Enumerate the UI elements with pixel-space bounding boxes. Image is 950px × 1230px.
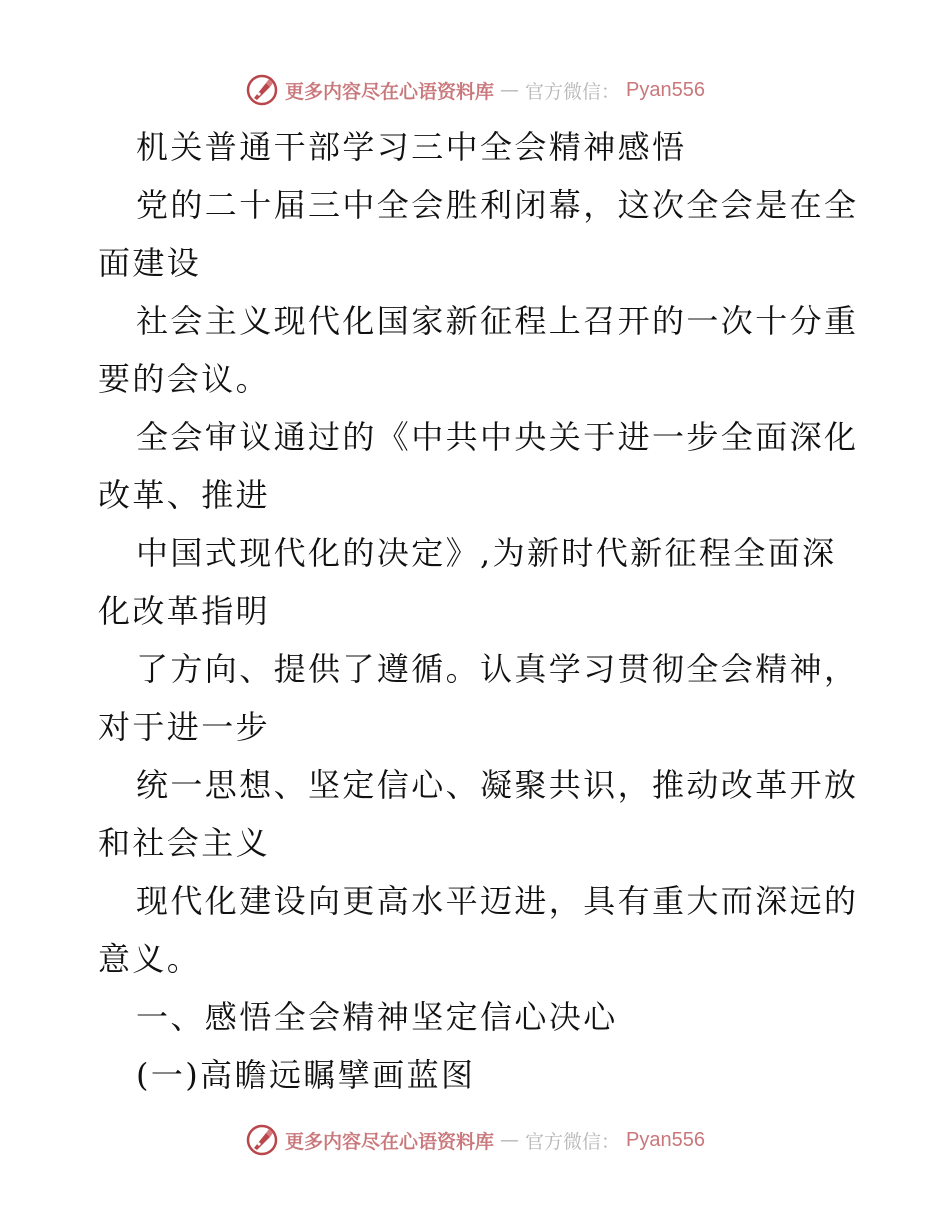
paragraph-line: 全会审议通过的《中共中央关于进一步全面深化 [136, 418, 859, 456]
watermark-separator: — [500, 1129, 520, 1151]
pen-nib-logo-icon [245, 1123, 279, 1157]
paragraph-line: 党的二十届三中全会胜利闭幕，这次全会是在全 [136, 186, 859, 224]
paragraph-line: 面建设 [98, 244, 202, 282]
document-body [98, 118, 858, 1104]
subsection-heading: (一)高瞻远瞩擘画蓝图 [136, 1056, 476, 1094]
paragraph-line: 化改革指明 [98, 592, 271, 630]
watermark-brand-text: 更多内容尽在心语资料库 [285, 1130, 495, 1153]
watermark-contact-label: 官方微信： [525, 80, 621, 103]
watermark-separator: — [500, 79, 520, 101]
document-title: 机关普通干部学习三中全会精神感悟 [136, 128, 687, 166]
watermark-contact-id: Pyan556 [626, 78, 705, 101]
paragraph-line: 了方向、提供了遵循。认真学习贯彻全会精神， [136, 650, 859, 688]
footer-watermark [0, 1120, 950, 1160]
watermark-contact-id: Pyan556 [626, 1128, 705, 1151]
paragraph-line: 意义。 [98, 940, 202, 978]
watermark-brand-text: 更多内容尽在心语资料库 [285, 80, 495, 103]
paragraph-line: 现代化建设向更高水平迈进，具有重大而深远的 [136, 882, 859, 920]
paragraph-line: 和社会主义 [98, 824, 271, 862]
pen-nib-logo-icon [245, 73, 279, 107]
paragraph-line: 对于进一步 [98, 708, 271, 746]
header-watermark [0, 70, 950, 110]
paragraph-line: 要的会议。 [98, 360, 271, 398]
watermark-contact-label: 官方微信： [525, 1130, 621, 1153]
paragraph-line: 改革、推进 [98, 476, 271, 514]
paragraph-line: 社会主义现代化国家新征程上召开的一次十分重 [136, 302, 859, 340]
paragraph-line: 中国式现代化的决定》,为新时代新征程全面深 [136, 534, 837, 572]
paragraph-line: 统一思想、坚定信心、凝聚共识，推动改革开放 [136, 766, 859, 804]
section-heading: 一、感悟全会精神坚定信心决心 [136, 998, 618, 1036]
